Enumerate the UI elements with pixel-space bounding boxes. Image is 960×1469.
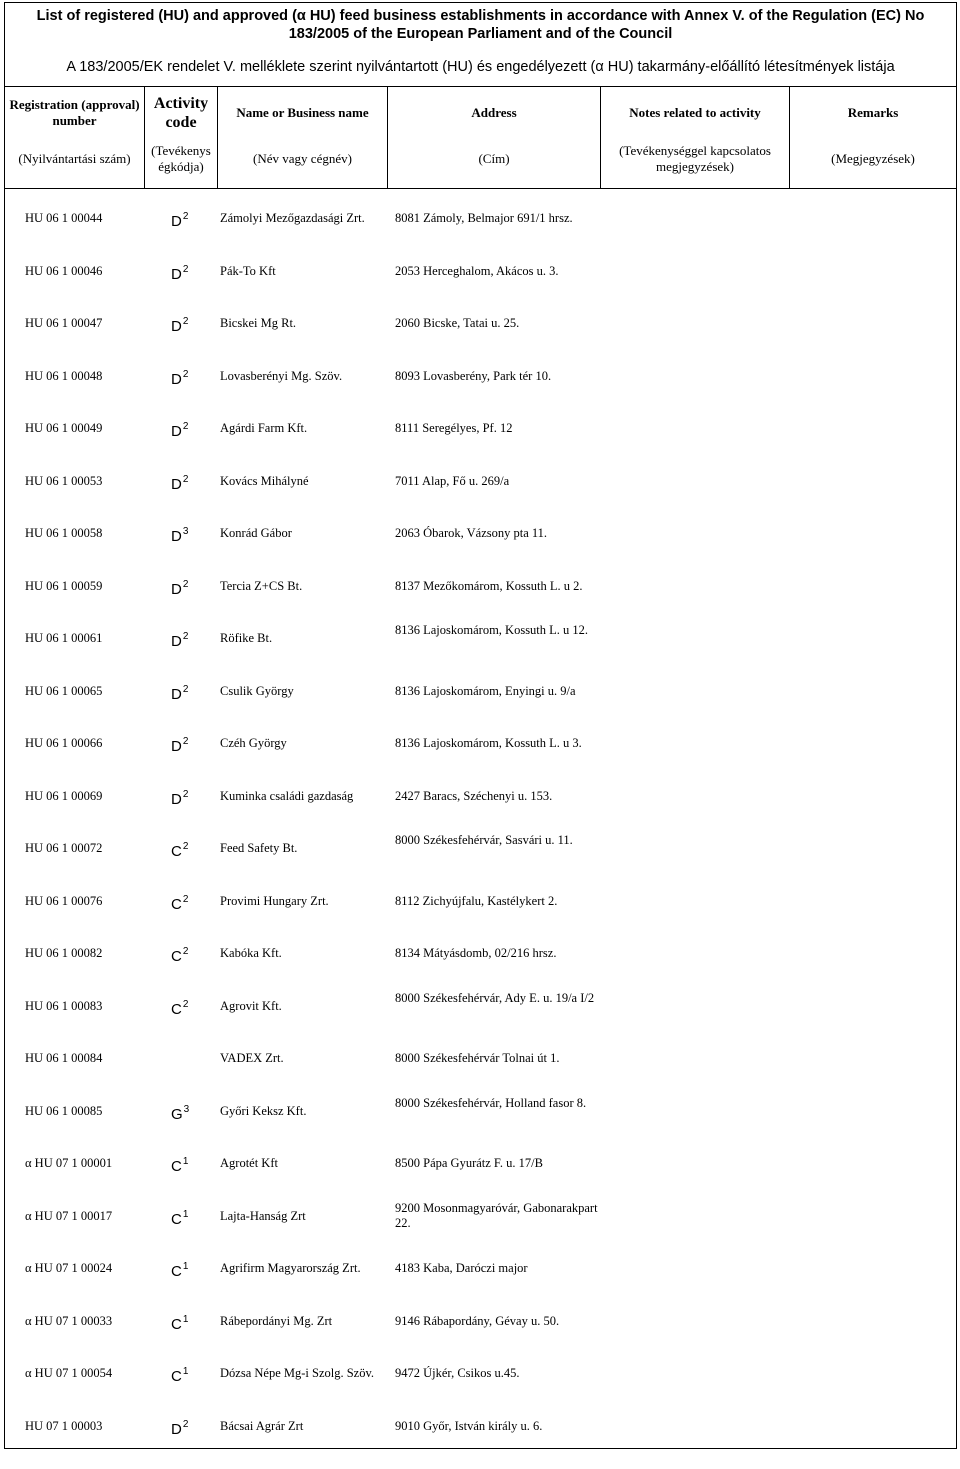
activity-letter: D xyxy=(171,370,182,388)
activity-letter: D xyxy=(171,738,182,755)
activity-code xyxy=(171,944,188,964)
table-row xyxy=(5,1049,956,1101)
registration-number: HU 06 1 00085 xyxy=(25,1103,103,1118)
activity-level: 2 xyxy=(182,841,189,852)
registration-number: HU 06 1 00059 xyxy=(25,578,103,593)
activity-letter: C xyxy=(171,948,182,965)
activity-level: 2 xyxy=(182,736,189,747)
activity-code xyxy=(171,1417,188,1437)
table-row xyxy=(5,314,956,366)
business-name: Agrovit Kft. xyxy=(220,998,282,1013)
activity-letter: C xyxy=(171,1368,182,1385)
table-row xyxy=(5,1154,956,1206)
address: 8112 Zichyújfalu, Kastélykert 2. xyxy=(395,893,558,908)
activity-code xyxy=(171,892,188,912)
activity-code xyxy=(171,629,188,649)
activity-level: 2 xyxy=(182,1418,189,1430)
activity-code xyxy=(171,524,188,544)
activity-letter: C xyxy=(171,1263,182,1280)
address: 2060 Bicske, Tatai u. 25. xyxy=(395,316,520,330)
activity-level: 2 xyxy=(182,421,189,432)
address: 9472 Újkér, Csikos u.45. xyxy=(395,1366,520,1380)
registration-number: HU 06 1 00061 xyxy=(25,631,103,645)
business-name: Feed Safety Bt. xyxy=(220,841,298,855)
business-name: Tercia Z+CS Bt. xyxy=(220,578,303,593)
business-name: Kovács Mihályné xyxy=(220,473,309,488)
business-name: Csulik György xyxy=(220,683,294,698)
activity-code xyxy=(171,1259,188,1279)
activity-code xyxy=(171,1154,188,1174)
table-row xyxy=(5,1364,956,1416)
activity-letter: D xyxy=(171,685,182,703)
business-name: Pák-To Kft xyxy=(220,263,276,278)
activity-letter: C xyxy=(171,1000,182,1018)
activity-level: 1 xyxy=(182,1313,189,1325)
registration-number: α HU 07 1 00017 xyxy=(25,1208,113,1223)
registration-number: α HU 07 1 00024 xyxy=(25,1261,113,1275)
address: 8081 Zámoly, Belmajor 691/1 hrsz. xyxy=(395,211,573,225)
address: 2063 Óbarok, Vázsony pta 11. xyxy=(395,526,548,540)
activity-letter: D xyxy=(171,213,182,230)
registration-number: HU 06 1 00065 xyxy=(25,683,103,698)
business-name: Röfike Bt. xyxy=(220,631,273,645)
registration-number: HU 06 1 00047 xyxy=(25,316,103,330)
business-name: Agrotét Kft xyxy=(220,1156,278,1170)
page-subtitle-hungarian: A 183/2005/EK rendelet V. melléklete szerint nyilvántartott (HU) és engedélyezett (α HU) takarmány-előállító létesítmények listája xyxy=(66,59,895,75)
activity-level: 3 xyxy=(182,526,189,537)
activity-code xyxy=(171,787,188,807)
table-header xyxy=(5,87,956,189)
table-row xyxy=(5,1200,956,1259)
registration-number: HU 06 1 00072 xyxy=(25,841,103,855)
table-row xyxy=(5,262,956,314)
address: 8136 Lajoskomárom, Kossuth L. u 12. xyxy=(395,623,589,637)
address: 8000 Székesfehérvár Tolnai út 1. xyxy=(395,1051,560,1065)
table-row xyxy=(5,419,956,471)
activity-code xyxy=(171,1364,188,1384)
table-row xyxy=(5,787,956,839)
activity-code xyxy=(171,997,188,1017)
activity-letter: D xyxy=(171,528,182,545)
activity-code xyxy=(171,682,188,702)
activity-code xyxy=(171,419,188,439)
activity-level: 2 xyxy=(182,631,189,642)
activity-letter: C xyxy=(171,843,182,860)
address: 2427 Baracs, Széchenyi u. 153. xyxy=(395,788,553,803)
activity-level: 1 xyxy=(182,1208,189,1220)
activity-code xyxy=(171,472,188,492)
business-name: Bicskei Mg Rt. xyxy=(220,316,297,330)
activity-level: 2 xyxy=(182,788,189,800)
table-row xyxy=(5,833,956,891)
address: 9010 Győr, István király u. 6. xyxy=(395,1418,543,1433)
activity-code xyxy=(171,1312,188,1332)
table-row xyxy=(5,524,956,576)
registration-number: α HU 07 1 00001 xyxy=(25,1156,113,1170)
table-row xyxy=(5,990,956,1049)
table-row xyxy=(5,892,956,944)
header-activity-notes: Notes related to activity (Tevékenységgel kapcsolatos megjegyzések) xyxy=(601,87,790,188)
table-row xyxy=(5,944,956,996)
activity-letter: D xyxy=(171,423,182,440)
header-registration-number: Registration (approval) number (Nyilvántartási szám) xyxy=(5,87,145,188)
business-name: Kuminka családi gazdaság xyxy=(220,788,354,803)
page-title: List of registered (HU) and approved (α HU) feed business establishments in accordance with Annex V. of the Regulation (EC) No 183/2005 of the European Parliament and of the Council xyxy=(36,8,925,42)
registration-number: HU 06 1 00049 xyxy=(25,421,103,435)
address: 8500 Pápa Gyurátz F. u. 17/B xyxy=(395,1156,543,1170)
address: 8111 Seregélyes, Pf. 12 xyxy=(395,421,513,435)
registration-number: HU 06 1 00044 xyxy=(25,211,103,225)
registration-number: HU 06 1 00084 xyxy=(25,1051,103,1065)
table-row xyxy=(5,734,956,786)
table-row xyxy=(5,1259,956,1311)
activity-level: 3 xyxy=(183,1103,190,1115)
address: 2053 Herceghalom, Akácos u. 3. xyxy=(395,263,559,278)
address: 9146 Rábapordány, Gévay u. 50. xyxy=(395,1313,560,1328)
activity-letter: D xyxy=(171,1420,182,1438)
activity-level: 1 xyxy=(182,1261,189,1272)
address: 7011 Alap, Fő u. 269/a xyxy=(395,473,510,488)
activity-code xyxy=(171,1207,188,1227)
activity-level: 2 xyxy=(182,946,189,957)
registration-number: α HU 07 1 00054 xyxy=(25,1366,113,1380)
activity-code xyxy=(171,839,188,859)
header-remarks: Remarks (Megjegyzések) xyxy=(831,105,915,166)
activity-level: 2 xyxy=(182,473,189,485)
table-row xyxy=(5,367,956,419)
activity-level: 2 xyxy=(182,683,189,695)
activity-code xyxy=(171,262,188,282)
business-name: Konrád Gábor xyxy=(220,526,292,540)
registration-number: HU 06 1 00083 xyxy=(25,998,103,1013)
address: 8000 Székesfehérvár, Holland fasor 8. xyxy=(395,1095,587,1110)
address: 8136 Lajoskomárom, Enyingi u. 9/a xyxy=(395,683,576,698)
header-address: Address (Cím) xyxy=(388,87,601,188)
header-business-name: Name or Business name (Név vagy cégnév) xyxy=(218,87,388,188)
address: 8000 Székesfehérvár, Ady E. u. 19/a I/2 xyxy=(395,990,595,1005)
activity-level: 2 xyxy=(182,578,189,590)
business-name: Lajta-Hanság Zrt xyxy=(220,1208,306,1223)
activity-code xyxy=(171,367,188,387)
business-name: Czéh György xyxy=(220,736,287,750)
activity-level: 2 xyxy=(182,211,189,222)
activity-letter: C xyxy=(171,1210,182,1228)
activity-level: 2 xyxy=(182,368,189,380)
registration-number: HU 06 1 00082 xyxy=(25,946,103,960)
activity-letter: C xyxy=(171,1158,182,1175)
activity-level: 1 xyxy=(182,1156,189,1167)
business-name: Zámolyi Mezőgazdasági Zrt. xyxy=(220,211,365,225)
registration-number: HU 06 1 00058 xyxy=(25,526,103,540)
activity-letter: C xyxy=(171,895,182,913)
address: 8136 Lajoskomárom, Kossuth L. u 3. xyxy=(395,736,582,750)
activity-level: 2 xyxy=(182,316,189,327)
table-row xyxy=(5,472,956,524)
activity-letter: G xyxy=(171,1105,183,1123)
address: 8137 Mezőkomárom, Kossuth L. u 2. xyxy=(395,578,583,593)
business-name: Provimi Hungary Zrt. xyxy=(220,893,329,908)
activity-code xyxy=(171,209,188,229)
registration-number: HU 06 1 00053 xyxy=(25,473,103,488)
activity-level: 1 xyxy=(182,1366,189,1377)
activity-code xyxy=(171,577,188,597)
registry-sheet xyxy=(4,2,957,1449)
activity-level: 2 xyxy=(182,263,189,275)
registration-number: HU 07 1 00003 xyxy=(25,1418,103,1433)
table-row xyxy=(5,1095,956,1154)
activity-letter: D xyxy=(171,633,182,650)
activity-code xyxy=(171,314,188,334)
business-name: Lovasberényi Mg. Szöv. xyxy=(220,368,343,383)
activity-code xyxy=(171,734,188,754)
business-name: Agrifirm Magyarország Zrt. xyxy=(220,1261,361,1275)
business-name: Dózsa Népe Mg-i Szolg. Szöv. xyxy=(220,1366,375,1380)
table-row xyxy=(5,1312,956,1364)
activity-letter: D xyxy=(171,265,182,283)
table-row xyxy=(5,623,956,681)
registration-number: HU 06 1 00046 xyxy=(25,263,103,278)
business-name: Bácsai Agrár Zrt xyxy=(220,1418,304,1433)
activity-letter: D xyxy=(171,790,182,808)
activity-letter: C xyxy=(171,1315,182,1333)
activity-code xyxy=(171,1102,189,1122)
activity-letter: D xyxy=(171,580,182,598)
registration-number: HU 06 1 00048 xyxy=(25,368,103,383)
address: 9200 Mosonmagyaróvár, Gabonarakpart 22. xyxy=(395,1200,598,1230)
address: 4183 Kaba, Daróczi major xyxy=(395,1261,528,1275)
registration-number: HU 06 1 00066 xyxy=(25,736,103,750)
registration-number: HU 06 1 00069 xyxy=(25,788,103,803)
activity-level: 2 xyxy=(182,893,189,905)
business-name: Kabóka Kft. xyxy=(220,946,282,960)
business-name: Rábepordányi Mg. Zrt xyxy=(220,1313,333,1328)
table-row xyxy=(5,1417,956,1469)
table-row xyxy=(5,577,956,629)
activity-level: 2 xyxy=(182,998,189,1010)
address: 8000 Székesfehérvár, Sasvári u. 11. xyxy=(395,833,573,847)
table-row xyxy=(5,682,956,734)
business-name: VADEX Zrt. xyxy=(220,1051,284,1065)
registration-number: HU 06 1 00076 xyxy=(25,893,103,908)
business-name: Győri Keksz Kft. xyxy=(220,1103,307,1118)
activity-letter: D xyxy=(171,475,182,493)
business-name: Agárdi Farm Kft. xyxy=(220,421,308,435)
header-activity-code: Activity code (Tevékenységkódja) xyxy=(145,87,218,188)
address: 8093 Lovasberény, Park tér 10. xyxy=(395,368,552,383)
title-box xyxy=(5,3,956,87)
registration-number: α HU 07 1 00033 xyxy=(25,1313,113,1328)
activity-letter: D xyxy=(171,318,182,335)
table-row xyxy=(5,209,956,261)
address: 8134 Mátyásdomb, 02/216 hrsz. xyxy=(395,946,557,960)
